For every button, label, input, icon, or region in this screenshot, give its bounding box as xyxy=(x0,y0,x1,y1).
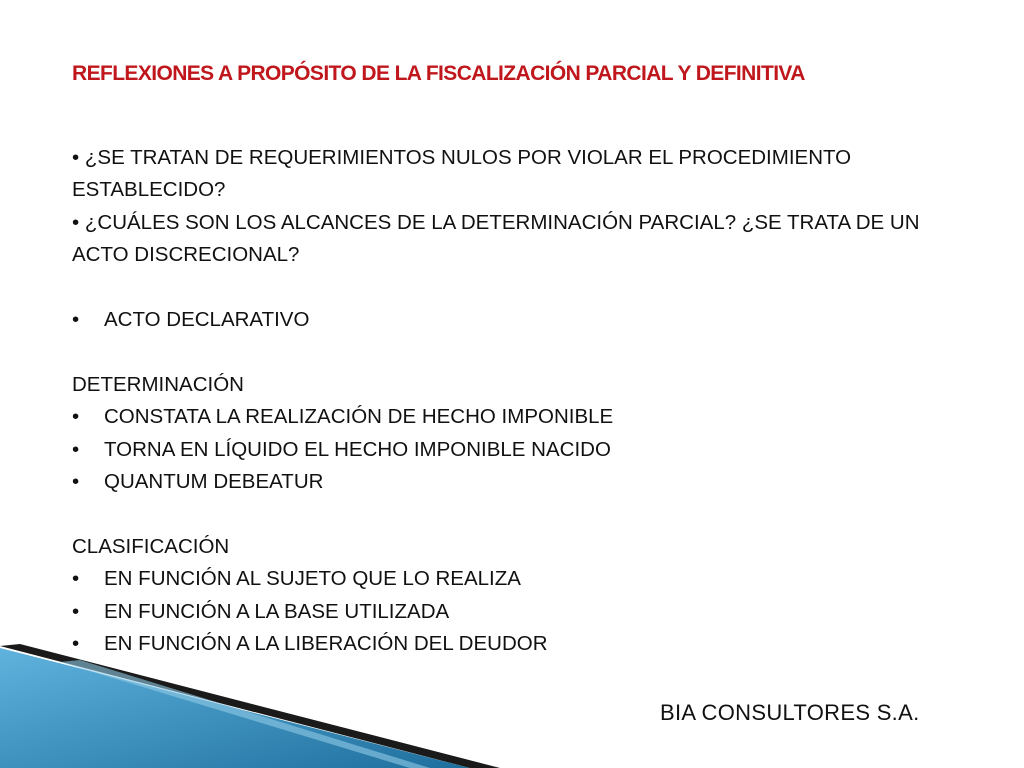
list-item xyxy=(72,563,952,595)
list-item xyxy=(72,304,952,336)
bullet-icon: • xyxy=(72,470,80,494)
list-item xyxy=(72,628,952,660)
clasificacion-heading: CLASIFICACIÓN xyxy=(72,534,230,558)
slide-body xyxy=(72,142,952,660)
bullet-icon: • xyxy=(72,599,80,623)
bullet-icon: • xyxy=(72,308,80,332)
bullet-icon: • xyxy=(72,437,80,461)
spacer xyxy=(72,498,952,530)
question-paragraph-2: • ¿CUÁLES SON LOS ALCANCES DE LA DETERMINACIÓN PARCIAL? ¿SE TRATA DE UN ACTO DISCRECIONAL? xyxy=(72,210,920,267)
clasificacion-item: EN FUNCIÓN A LA LIBERACIÓN DEL DEUDOR xyxy=(104,632,548,656)
clasificacion-item: EN FUNCIÓN A LA BASE UTILIZADA xyxy=(104,599,450,623)
clasificacion-item: EN FUNCIÓN AL SUJETO QUE LO REALIZA xyxy=(104,567,521,591)
question-paragraph-1: • ¿SE TRATAN DE REQUERIMIENTOS NULOS POR VIOLAR EL PROCEDIMIENTO ESTABLECIDO? xyxy=(72,146,852,202)
company-footer: BIA CONSULTORES S.A. xyxy=(660,700,920,725)
determinacion-item: QUANTUM DEBEATUR xyxy=(104,470,324,494)
bullet-icon: • xyxy=(72,405,80,429)
spacer xyxy=(72,336,952,368)
slide-title: REFLEXIONES A PROPÓSITO DE LA FISCALIZACIÓN PARCIAL Y DEFINITIVA xyxy=(72,62,805,85)
list-item xyxy=(72,466,952,498)
bullet-icon: • xyxy=(72,632,80,656)
list-item xyxy=(72,596,952,628)
determinacion-heading: DETERMINACIÓN xyxy=(72,372,244,396)
bullet-icon: • xyxy=(72,567,80,591)
acto-declarativo-text: ACTO DECLARATIVO xyxy=(104,308,310,332)
list-item xyxy=(72,401,952,433)
list-item xyxy=(72,434,952,466)
spacer xyxy=(72,272,952,304)
determinacion-item: CONSTATA LA REALIZACIÓN DE HECHO IMPONIBLE xyxy=(104,405,614,429)
determinacion-item: TORNA EN LÍQUIDO EL HECHO IMPONIBLE NACIDO xyxy=(104,437,611,461)
